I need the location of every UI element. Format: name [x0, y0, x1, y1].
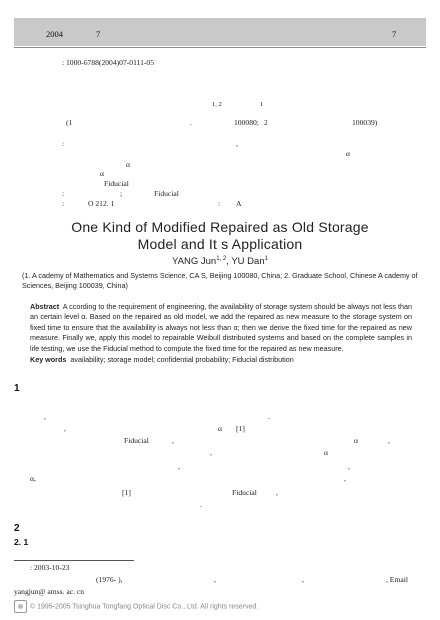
body-r2-alpha: α — [218, 424, 222, 433]
body-r5-comma: , — [178, 462, 180, 471]
author-1-name: YANG Jun — [172, 256, 217, 268]
section-2-1-heading: 2. 1 — [14, 537, 29, 547]
author-2-sup: 1 — [264, 256, 268, 262]
author-separator: , — [226, 256, 232, 268]
cn-author-sup-1: 1, 2 — [212, 101, 222, 108]
header-year: 2004 — [46, 29, 63, 39]
cn-author-sup-2: 1 — [260, 101, 264, 108]
section-1-heading: 1 — [14, 383, 20, 394]
body-r7-fiducial: Fiducial — [232, 488, 257, 497]
cn-keywords-semicolon: ; — [120, 189, 123, 198]
clc-code: O 212. 1 — [88, 199, 115, 208]
doc-code-label: : — [218, 199, 221, 208]
body-r4-comma: , — [210, 448, 212, 457]
body-r4-alpha: α — [324, 448, 328, 457]
footnote-email-label: , Email — [386, 575, 408, 584]
footnote-comma-2: , — [302, 575, 304, 584]
body-r7-comma: , — [276, 488, 278, 497]
footnote-bio-years: (1976- ), — [96, 575, 123, 584]
body-r1-comma: , — [44, 412, 46, 421]
cn-affil-zip-1: 100080; — [234, 118, 259, 127]
body-r1-dot: . — [268, 412, 270, 421]
cn-affil-two: 2 — [264, 118, 268, 127]
body-r5-comma-2: , — [348, 462, 350, 471]
abstract-label: Abstract — [30, 302, 60, 311]
copyright-text: © 1995-2005 Tsinghua Tongfang Optical Disc Co., Ltd. All rights reserved. — [30, 603, 259, 611]
header-issue: 7 — [96, 29, 101, 39]
cn-abstract-alpha-2: α — [126, 160, 130, 169]
copyright-line — [14, 600, 258, 613]
footnote-comma-1: , — [214, 575, 216, 584]
header-rule — [14, 47, 426, 48]
body-r2-ref: [1] — [236, 424, 245, 433]
keywords-text: availability; storage model; confidential probability; Fiducial distribution — [70, 355, 294, 364]
body-r3-comma-2: , — [388, 436, 390, 445]
footnote-received: : 2003-10-23 — [30, 563, 70, 572]
cn-affil-open: (1 — [66, 118, 73, 127]
publisher-logo-icon — [14, 600, 27, 613]
english-abstract — [30, 302, 412, 354]
footnote-rule — [14, 560, 134, 561]
body-r7-ref: [1] — [122, 488, 131, 497]
cn-abstract-fiducial-1: Fiducial — [104, 179, 129, 188]
abstract-text: A ccording to the requirement of engineering, the availability of storage system should be always not less than an certain level α. Based on the repaired as old model, we add the repaired as new measure to the storage system on fixed time to ensure that the availability is always not less than α; then we derive the fixed time for the repaired as new measure. Finally we, apply this model to repairable Weibull distributed systems and based on the complete samples in life testing, we use the Fiducial method to compute the fixed time for the repaired as new measure. — [30, 302, 412, 353]
section-2-heading: 2 — [14, 523, 20, 534]
cn-keywords-colon: : — [62, 189, 65, 198]
clc-label: : — [62, 199, 65, 208]
footnote-email: yangjun@ amss. ac. cn — [14, 587, 85, 596]
cn-abstract-comma: , — [236, 139, 238, 148]
doc-code: A — [236, 199, 242, 208]
body-r3-fiducial: Fiducial — [124, 436, 149, 445]
english-authors — [0, 256, 440, 267]
cn-abstract-fiducial-2: Fiducial — [154, 189, 179, 198]
english-keywords — [30, 355, 412, 365]
body-r6-alpha: α, — [30, 474, 36, 483]
header-band — [14, 18, 426, 46]
body-r8-dot: . — [200, 500, 202, 509]
cn-abstract-colon: : — [62, 139, 65, 148]
english-title-line-1: One Kind of Modified Repaired as Old Storage — [71, 219, 369, 235]
body-r6-comma: , — [344, 474, 346, 483]
header-page-number: 7 — [392, 29, 397, 39]
author-1-sup: 1, 2 — [216, 256, 227, 262]
cn-affil-dot: . — [190, 118, 192, 127]
english-title-line-2: Model and It s Application — [137, 236, 303, 252]
body-r2-comma: , — [64, 424, 66, 433]
body-r3-comma: , — [172, 436, 174, 445]
article-id: : 1000-6788(2004)07-0111-05 — [62, 58, 155, 67]
body-r3-alpha: α — [354, 436, 358, 445]
cn-abstract-alpha-3: α — [100, 169, 104, 178]
keywords-label: Key words — [30, 355, 67, 364]
cn-affil-zip-2: 100039) — [352, 118, 378, 127]
cn-abstract-alpha-1: α — [346, 149, 350, 158]
author-2-name: YU Dan — [231, 256, 265, 268]
english-affiliation: (1. A cademy of Mathematics and Systems Science, CA S, Beijing 100080, China; 2. Graduate School, Chinese A cademy of Sciences, Beijing 100039, China) — [22, 271, 418, 290]
